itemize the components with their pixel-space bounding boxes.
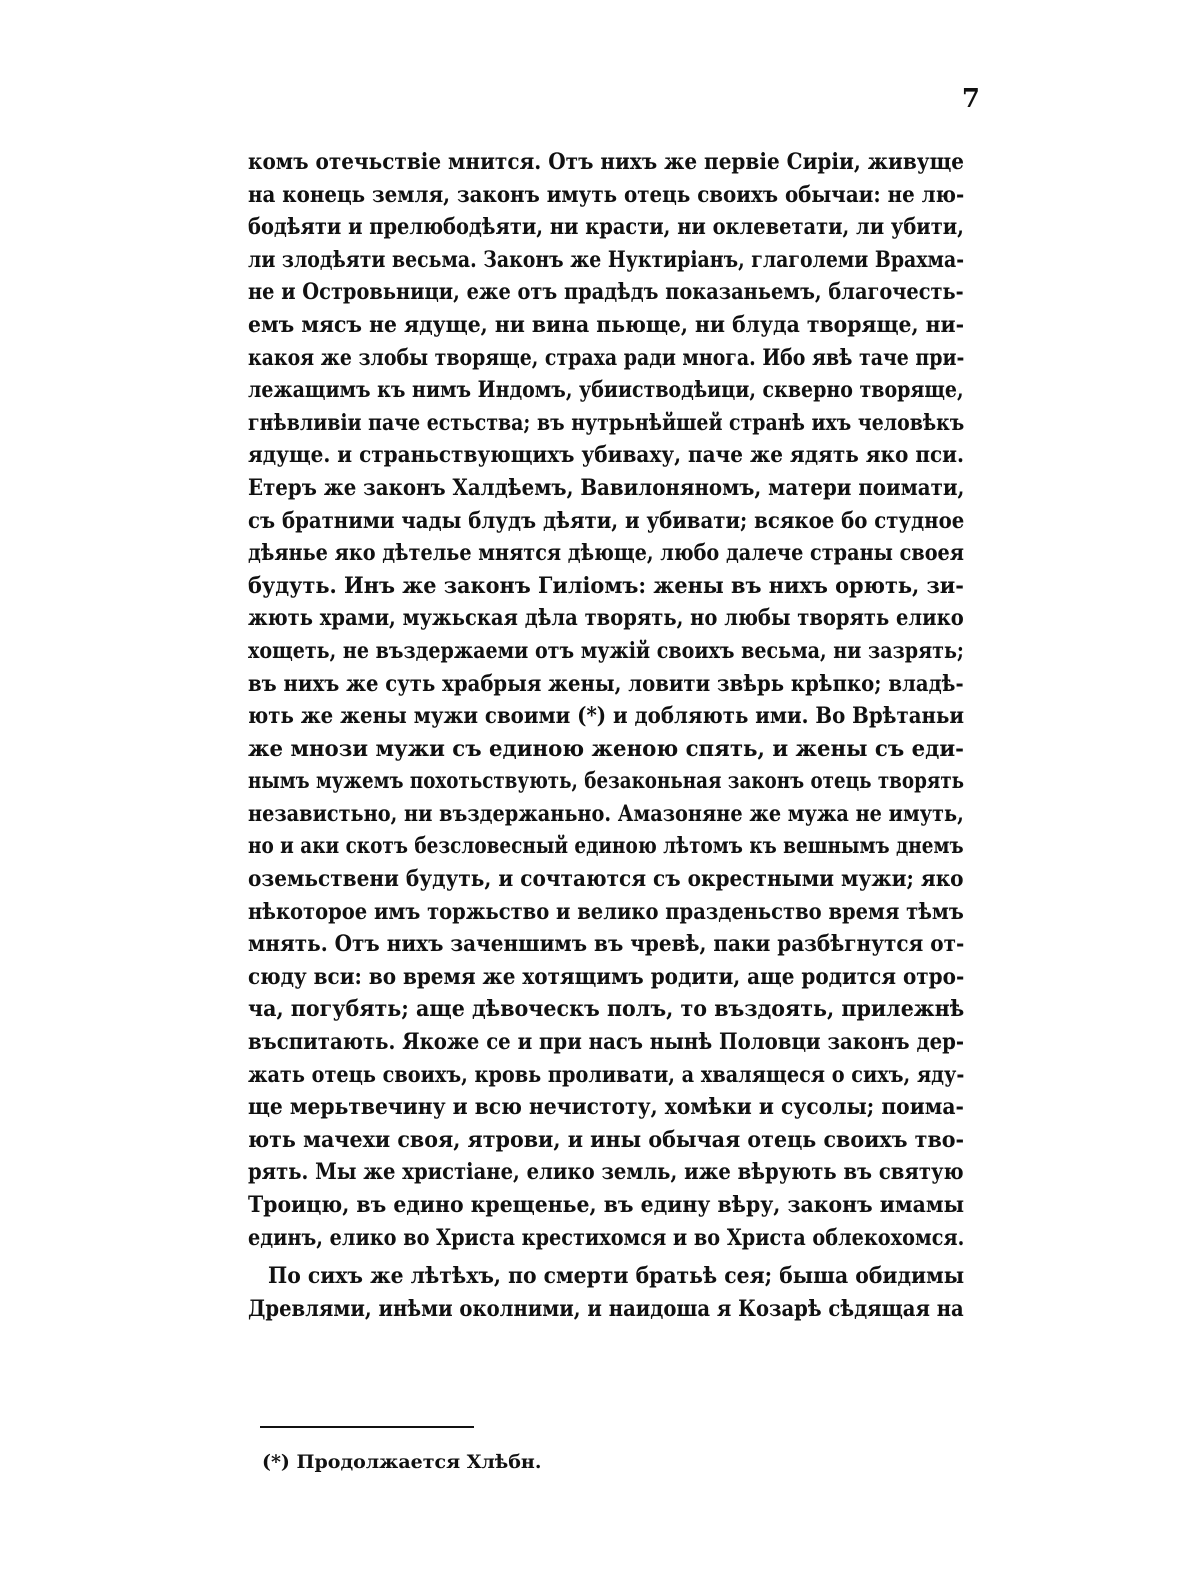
text-line: дѣянье яко дѣтелье мнятся дѣюще, любо далече страны своея xyxy=(248,540,964,567)
page-number: 7 xyxy=(961,84,980,114)
footnote xyxy=(262,1450,541,1474)
text-line: ють мачехи своя, ятрови, и ины обычая отець своихъ тво- xyxy=(248,1126,965,1153)
text-line: съ братними чады блудъ дѣяти, и убивати; всякое бо студное xyxy=(248,507,965,534)
text-line: единъ, елико во Христа крестихомся и во Христа облекохомся. xyxy=(248,1224,965,1251)
text-line: независтьно, ни въздержаньно. Амазоняне же мужа не имуть, xyxy=(248,800,964,827)
text-line: не и Островьници, еже отъ прадѣдъ показаньемъ, благочесть- xyxy=(248,279,964,306)
text-line: Етеръ же законъ Халдѣемъ, Вавилоняномъ, матери поимати, xyxy=(248,474,965,501)
text-line: сюду вси: во время же хотящимъ родити, аще родится отро- xyxy=(248,963,965,990)
text-line: будуть. Инъ же законъ Гиліомъ: жены въ нихъ орють, зи- xyxy=(248,572,964,599)
footnote-text: Продолжается Хлѣбн. xyxy=(296,1451,542,1473)
text-line: ще мерьтвечину и всю нечистоту, хомѣки и сусолы; поима- xyxy=(248,1094,964,1121)
text-line: мнять. Отъ нихъ заченшимъ въ чревѣ, паки разбѣгнутся от- xyxy=(248,931,965,958)
text-line: нѣкоторое имъ торжьство и велико праздeньство время тѣмъ xyxy=(248,898,964,925)
text-line: на конець земля, законъ имуть отець своихъ обычаи: не лю- xyxy=(248,181,965,208)
text-line: же мнози мужи съ единою женою спять, и жены съ еди- xyxy=(248,735,964,762)
text-line: ють же жены мужи своими (*) и добляють ими. Во Врѣтаньи xyxy=(248,703,965,730)
text-line: лежащимъ къ нимъ Индомъ, убиистводѣици, скверно творяще, xyxy=(248,377,964,404)
paragraph-2 xyxy=(248,1260,964,1325)
text-line: жють храми, мужьская дѣла творять, но любы творять елико xyxy=(248,605,964,632)
text-line: бодѣяти и прелюбодѣяти, ни красти, ни оклеветати, ли убити, xyxy=(248,214,964,241)
text-line: нымъ мужемъ похотьствують, безаконьная законъ отець творять xyxy=(248,768,965,795)
text-line: Троицю, въ едино крещенье, въ едину вѣру, законъ имамы xyxy=(248,1192,965,1218)
text-line: Древлями, инѣми околними, и наидоша я Козарѣ сѣдящая на xyxy=(248,1295,964,1322)
text-line: хощеть, не въздержаеми отъ мужій своихъ весьма, ни зазрять; xyxy=(248,637,964,664)
paragraph-1 xyxy=(248,146,964,1254)
text-line: ли злодѣяти весьма. Законъ же Нуктиріанъ, глаголеми Врахма- xyxy=(248,246,965,273)
text-line: въспитають. Якоже се и при насъ нынѣ Половци законъ дер- xyxy=(248,1029,965,1056)
body-text xyxy=(248,146,964,1325)
text-line: гнѣвливіи паче естьства; въ нутрьнѣйшей странѣ ихъ человѣкъ xyxy=(248,409,965,436)
text-line: комъ отечьствіе мнится. Отъ нихъ же первіе Сиріи, живуще xyxy=(248,149,964,175)
text-line: въ нихъ же суть храбрыя жены, ловити звѣрь крѣпко; владѣ- xyxy=(248,670,964,697)
footnote-marker: (*) xyxy=(262,1451,290,1473)
text-line: какоя же злобы творяще, страха ради многа. Ибо явѣ таче при- xyxy=(248,344,965,371)
text-line: По сихъ же лѣтѣхъ, по смерти братьѣ сея; быша обидимы xyxy=(268,1263,965,1290)
text-line: емъ мясъ не ядуще, ни вина пьюще, ни блуда творяще, ни- xyxy=(248,311,965,338)
text-line: оземьствени будуть, и сочтаются съ окрестными мужи; яко xyxy=(248,866,964,893)
text-line: ча, погубять; аще дѣвоческъ полъ, то въздоять, прилежнѣ xyxy=(248,996,965,1023)
text-line: ядуще. и страньствующихъ убиваху, паче же ядять яко пси. xyxy=(248,442,964,469)
text-line: но и аки скотъ безсловесный единою лѣтомъ къ вешнымъ днемъ xyxy=(248,833,964,860)
text-line: жать отець своихъ, кровь проливати, а хвалящеся о сихъ, яду- xyxy=(248,1061,965,1088)
text-line: рять. Мы же христіане, елико земль, иже вѣрують въ святую xyxy=(248,1159,964,1186)
footnote-divider xyxy=(260,1426,474,1428)
